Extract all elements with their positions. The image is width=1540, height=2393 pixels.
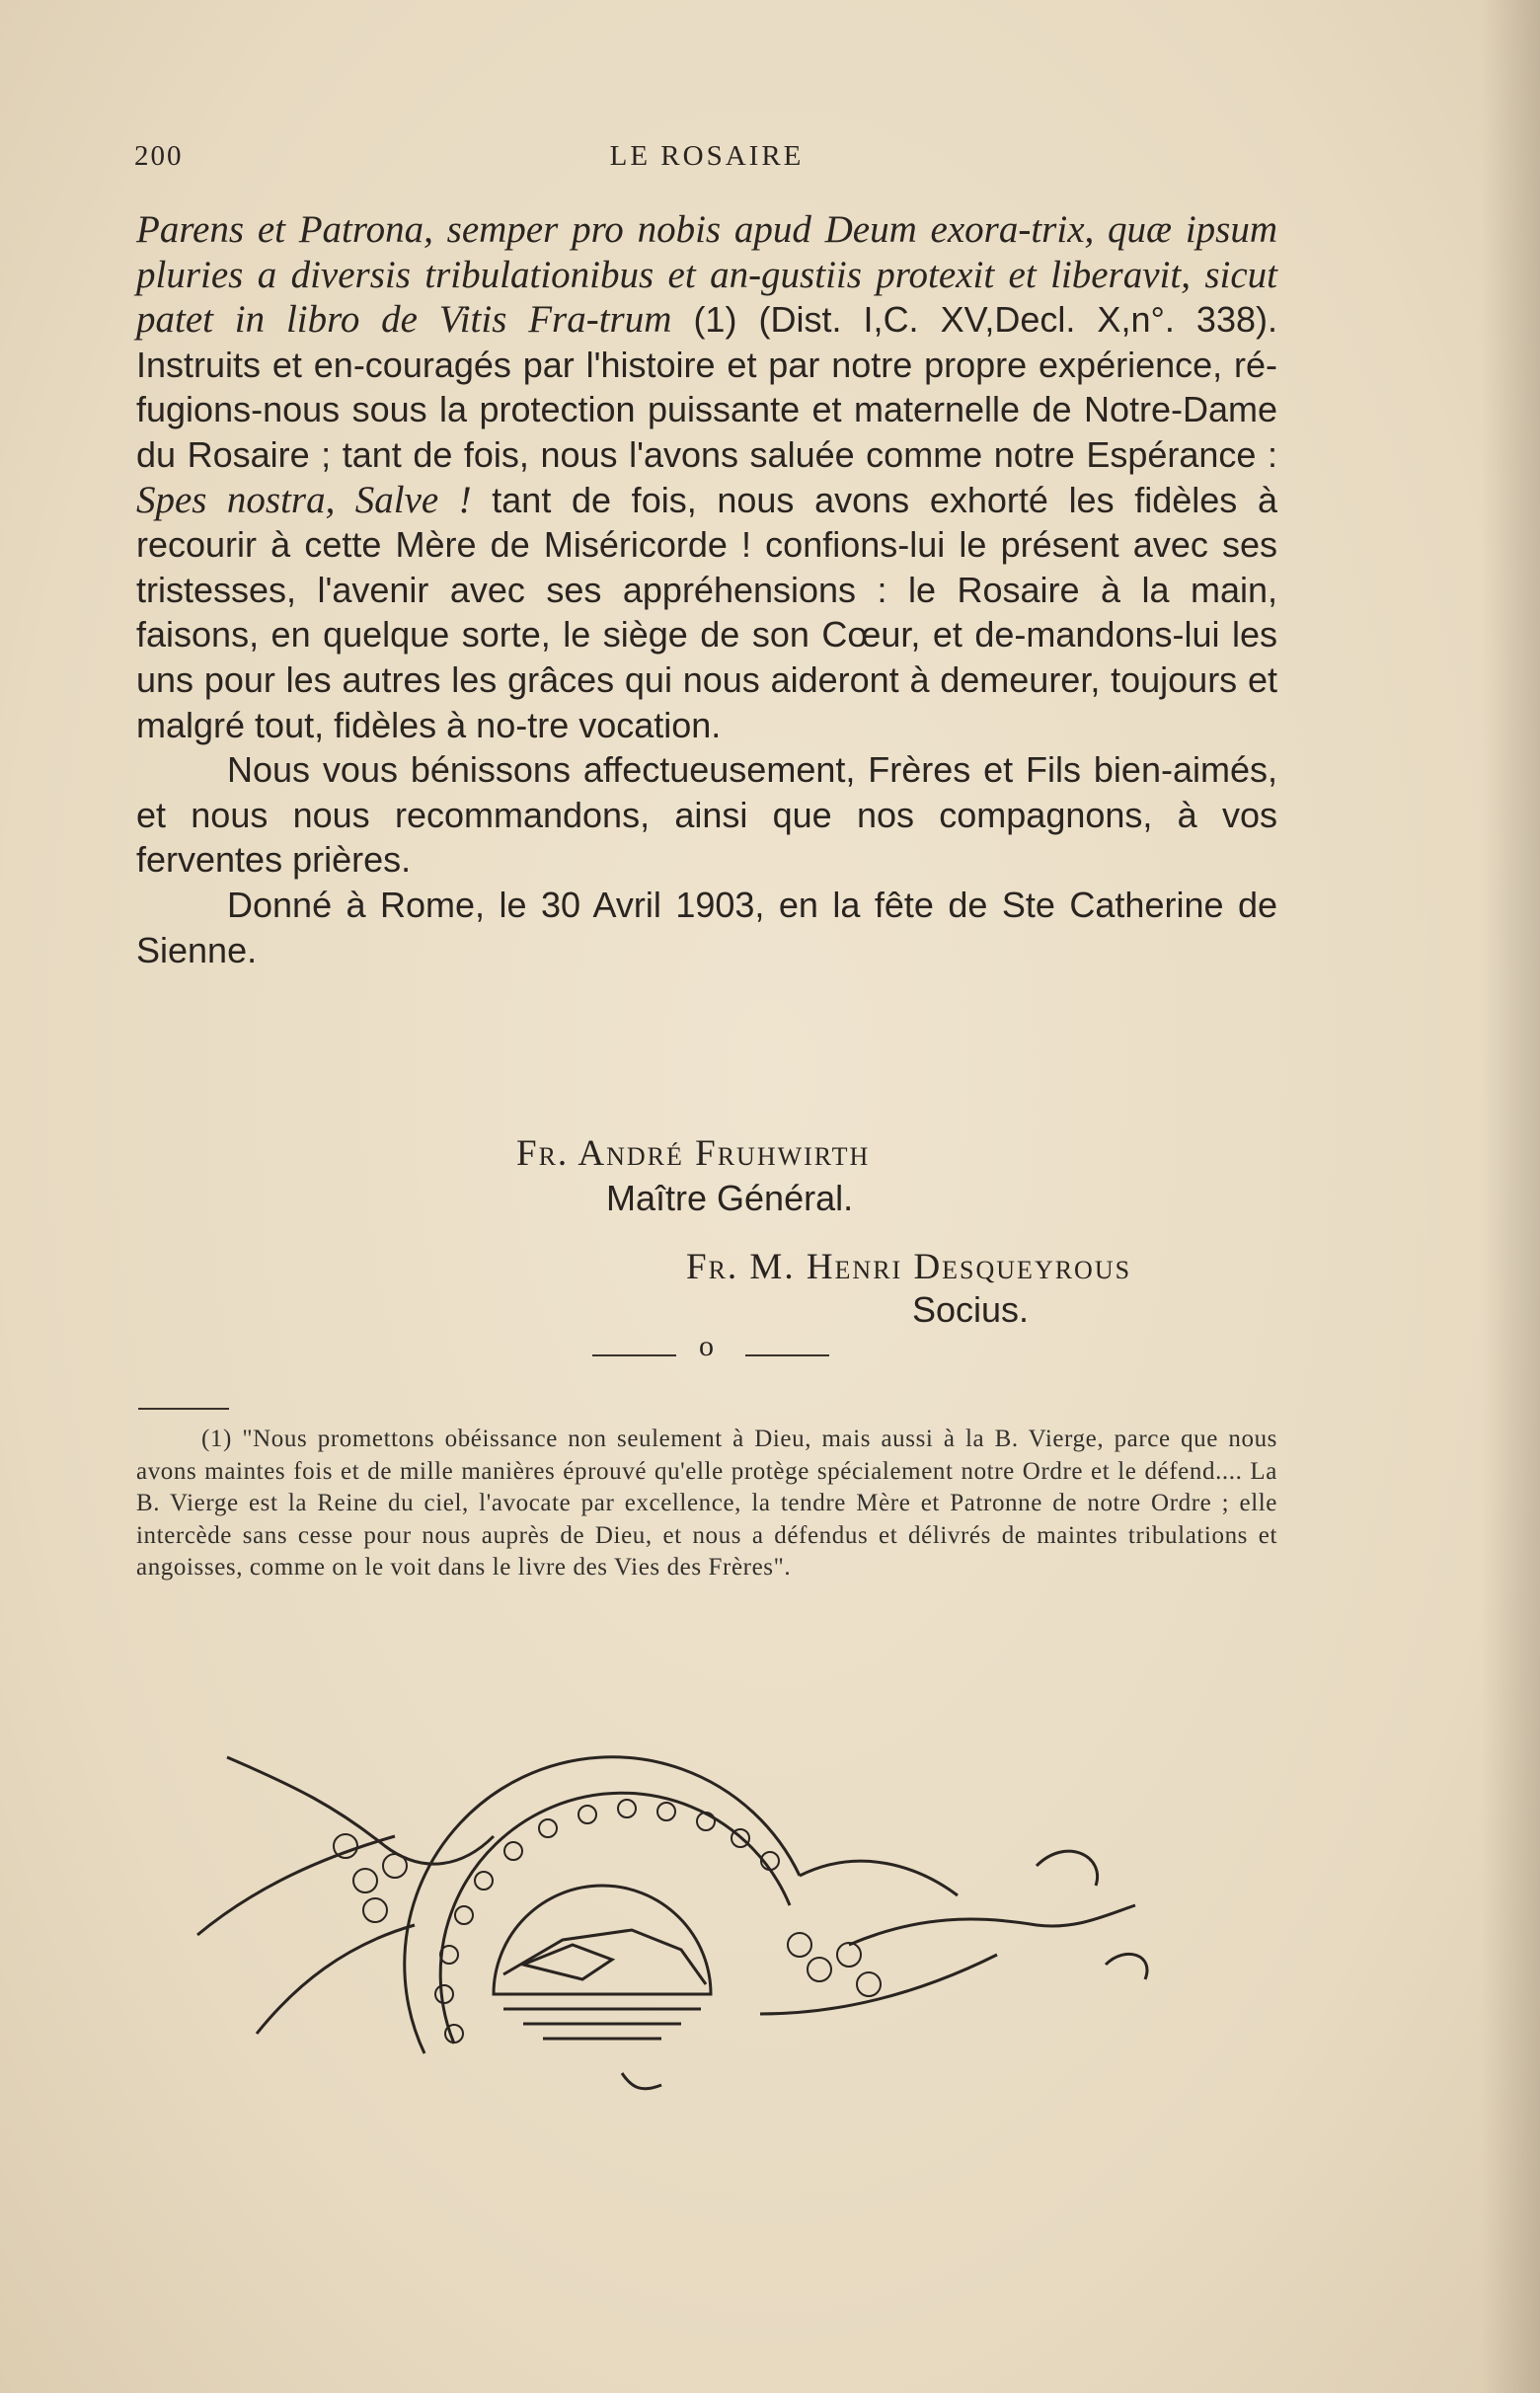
running-header — [134, 140, 1279, 180]
paragraph-3: Donné à Rome, le 30 Avril 1903, en la fête de Ste Catherine de Sienne. — [136, 884, 1277, 970]
latin-quote: Parens et Patrona, semper pro nobis apud Deum exora-trix, quæ ipsum pluries a diversis tribulationibus et an-gustiis protexit et liberavit, sicut patet in libro de Vitis Fra-trum — [136, 208, 1277, 342]
main-text — [136, 207, 1277, 972]
signature-2-name: Fr. M. Henri Desqueyrous — [686, 1247, 1132, 1287]
vignette-icon — [168, 1718, 1234, 2113]
page-edge-shadow — [1481, 0, 1540, 2393]
section-divider — [592, 1330, 829, 1373]
paragraph-2: Nous vous bénissons affectueusement, Frères et Fils bien-aimés, et nous nous recommandons, ainsi que nos compagnons, à vos ferventes prières. — [136, 749, 1277, 881]
paragraph-1-text-b: tant de fois, nous avons exhorté les fidèles à recourir à cette Mère de Miséricorde ! confions-lui le présent avec ses tristesses, l'avenir avec ses appréhensions : le Rosaire à la main, faisons, en quelque sorte, le siège de son Cœur, et de-mandons-lui les uns pour les autres les grâces qui nous aideront à demeurer, toujours et malgré tout, fidèles à no-tre vocation. — [136, 479, 1277, 745]
landscape-vignette-ornament — [168, 1718, 1234, 2113]
running-title: LE ROSAIRE — [609, 140, 805, 172]
divider-symbol: o — [699, 1330, 714, 1362]
signature-1-name: Fr. André Fruhwirth — [516, 1133, 871, 1174]
signature-1-title: Maître Général. — [606, 1178, 854, 1218]
footnote-rule — [138, 1408, 229, 1410]
signature-2-title: Socius. — [912, 1289, 1030, 1330]
footnote-text: (1) "Nous promettons obéissance non seulement à Dieu, mais aussi à la B. Vierge, parce que nous avons maintes fois et de mille manières éprouvé qu'elle protège spécialement notre Ordre et le défend.... La B. Vierge est la Reine du ciel, l'avocate par excellence, la tendre Mère et Patronne de notre Ordre ; elle intercède sans cesse pour nous auprès de Dieu, et nous a défendus et délivrés de maintes tribulations et angoisses, comme on le voit dans le livre des Vies des Frères". — [136, 1426, 1277, 1581]
paragraph-1 — [136, 207, 1277, 747]
paragraph-1-text-a: (1) (Dist. I,C. XV,Decl. X,n°. 338). Instruits et en-couragés par l'histoire et par notre propre expérience, ré-fugions-nous sous la protection puissante et maternelle de Notre-Dame du Rosaire ; tant de fois, nous l'avons saluée comme notre Espérance : — [136, 299, 1277, 475]
latin-salutation: Spes nostra, Salve ! — [136, 478, 472, 521]
page-number: 200 — [134, 140, 184, 172]
footnote — [136, 1424, 1277, 1584]
